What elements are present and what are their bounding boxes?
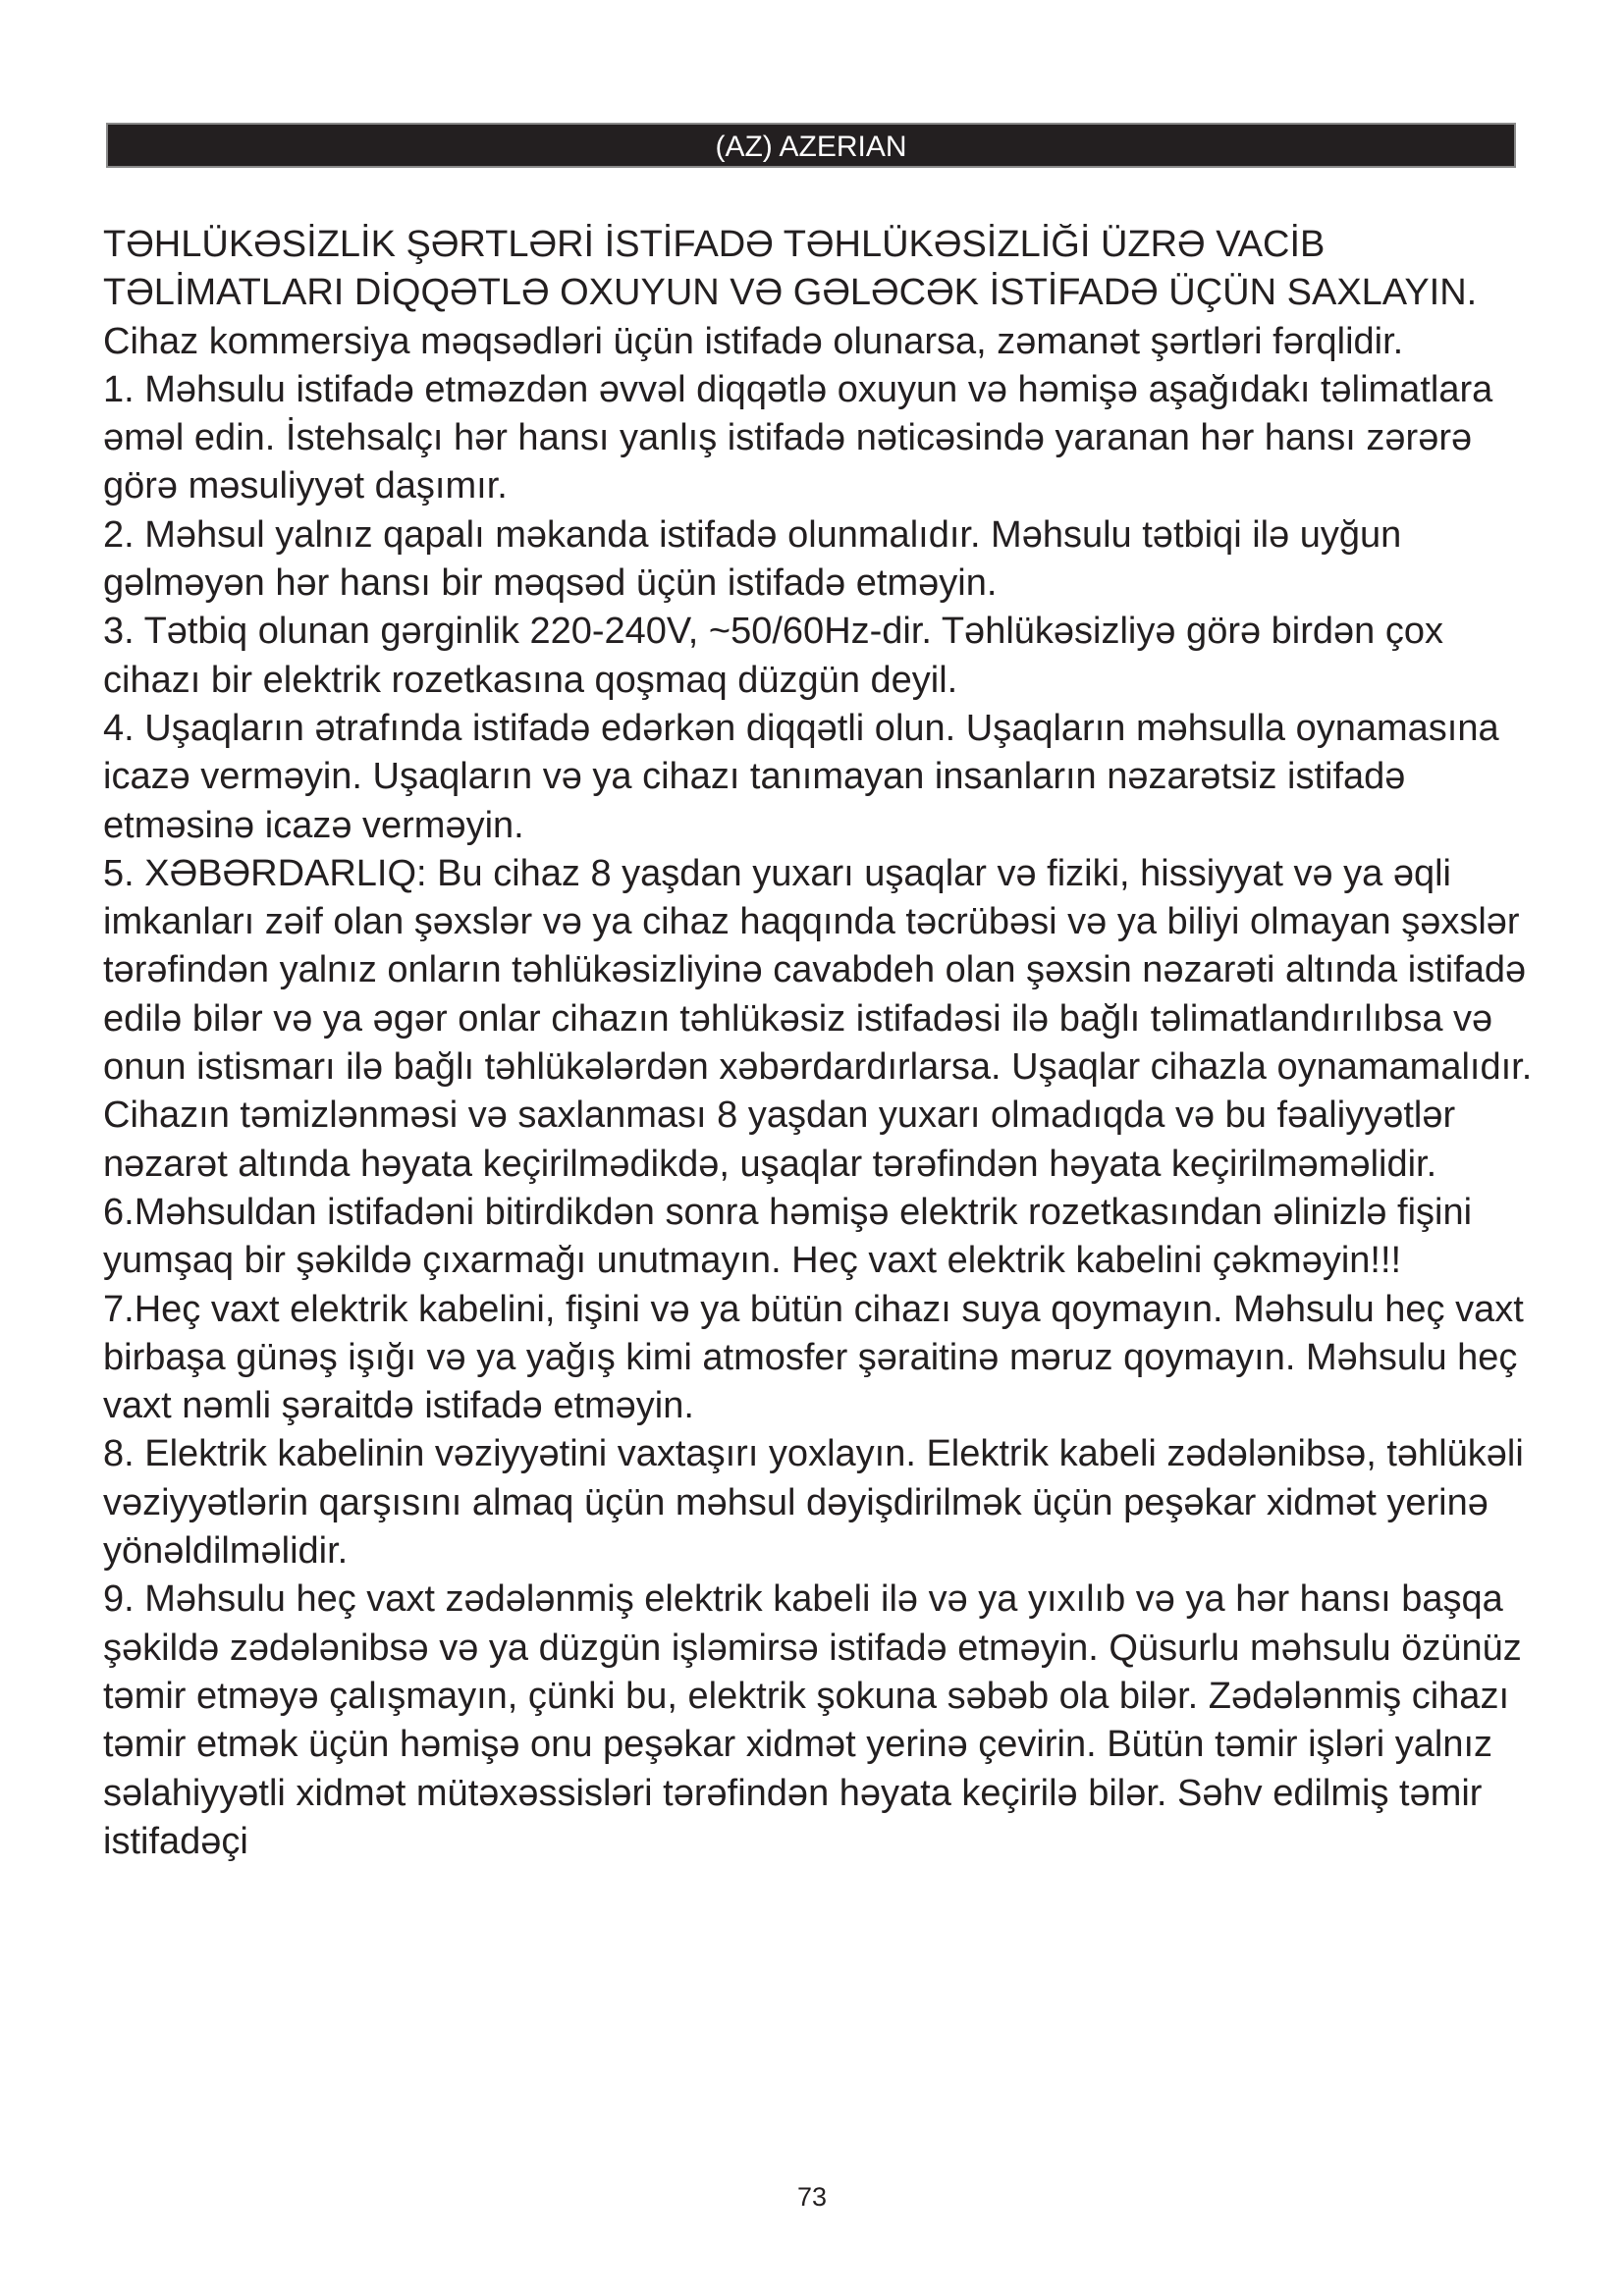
instruction-item-2: 2. Məhsul yalnız qapalı məkanda istifadə olunmalıdır. Məhsulu tətbiqi ilə uyğun gəlməyən hər hansı bir məqsəd üçün istifadə etməyin.: [103, 513, 1402, 605]
instruction-item-5: 5. XƏBƏRDARLIQ: Bu cihaz 8 yaşdan yuxarı uşaqlar və fiziki, hissiyyat və ya əqli imkanları zəif olan şəxslər və ya cihaz haqqında təcrübəsi və ya biliyi olmayan şəxslər tərəfindən yalnız onların təhlükəsizliyinə cavabdeh olan şəxsin nəzarəti altında istifadə edilə bilər və ya əgər onlar cihazın təhlükəsiz istifadəsi ilə bağlı təlimatlandırılıbsa və onun istismarı ilə bağlı təhlükələrdən xəbərdardırlarsa. Uşaqlar cihazla oynamamalıdır. Cihazın təmizlənməsi və saxlanması 8 yaşdan yuxarı olmadıqda və bu fəaliyyətlər nəzarət altında həyata keçirilmədikdə, uşaqlar tərəfindən həyata keçirilməməlidir.: [103, 852, 1533, 1185]
document-body: [103, 221, 1546, 1866]
language-header-bar: [106, 123, 1516, 168]
instruction-item-7: 7.Heç vaxt elektrik kabelini, fişini və ya bütün cihazı suya qoymayın. Məhsulu heç vaxt birbaşa günəş işığı və ya yağış kimi atmosfer şəraitinə məruz qoymayın. Məhsulu heç vaxt nəmli şəraitdə istifadə etməyin.: [103, 1288, 1524, 1427]
instruction-item-3: 3. Tətbiq olunan gərginlik 220-240V, ~50/60Hz-dir. Təhlükəsizliyə görə birdən çox cihazı bir elektrik rozetkasına qoşmaq düzgün deyil.: [103, 611, 1443, 701]
instruction-item-9: 9. Məhsulu heç vaxt zədələnmiş elektrik kabeli ilə və ya yıxılıb və ya hər hansı başqa şəkildə zədələnibsə və ya düzgün işləmirsə istifadə etməyin. Qüsurlu məhsulu özünüz təmir etməyə çalışmayın, çünki bu, elektrik şokuna səbəb ola bilər. Zədələnmiş cihazı təmir etmək üçün həmişə onu peşəkar xidmət yerinə çevirin. Bütün təmir işləri yalnız səlahiyyətli xidmət mütəxəssisləri tərəfindən həyata keçirilə bilər. Səhv edilmiş təmir istifadəçi: [103, 1578, 1522, 1862]
safety-title: TƏHLÜKƏSİZLİK ŞƏRTLƏRİ İSTİFADƏ TƏHLÜKƏSİZLİĞİ ÜZRƏ VACİB TƏLİMATLARI DİQQƏTLƏ OXUYUN VƏ GƏLƏCƏK İSTİFADƏ ÜÇÜN SAXLAYIN.: [103, 224, 1478, 314]
instruction-item-6: 6.Məhsuldan istifadəni bitirdikdən sonra həmişə elektrik rozetkasından əlinizlə fişini yumşaq bir şəkildə çıxarmağı unutmayın. Heç vaxt elektrik kabelini çəkməyin!!!: [103, 1191, 1473, 1282]
page-number: 73: [796, 2182, 828, 2212]
commercial-use-note: Cihaz kommersiya məqsədləri üçün istifadə olunarsa, zəmanət şərtləri fərqlidir.: [103, 320, 1404, 362]
language-label: (AZ) AZERIAN: [715, 131, 907, 163]
instruction-item-8: 8. Elektrik kabelinin vəziyyətini vaxtaşırı yoxlayın. Elektrik kabeli zədələnibsə, təhlükəli vəziyyətlərin qarşısını almaq üçün məhsul dəyişdirilmək üçün peşəkar xidmət yerinə yönəldilməlidir.: [103, 1433, 1524, 1573]
instruction-item-4: 4. Uşaqların ətrafında istifadə edərkən diqqətli olun. Uşaqların məhsulla oynamasına icazə verməyin. Uşaqların və ya cihazı tanımayan insanların nəzarətsiz istifadə etməsinə icazə verməyin.: [103, 707, 1499, 846]
instruction-item-1: 1. Məhsulu istifadə etməzdən əvvəl diqqətlə oxuyun və həmişə aşağıdakı təlimatlara əməl edin. İstehsalçı hər hansı yanlış istifadə nəticəsində yaranan hər hansı zərərə görə məsuliyyət daşımır.: [103, 368, 1493, 507]
